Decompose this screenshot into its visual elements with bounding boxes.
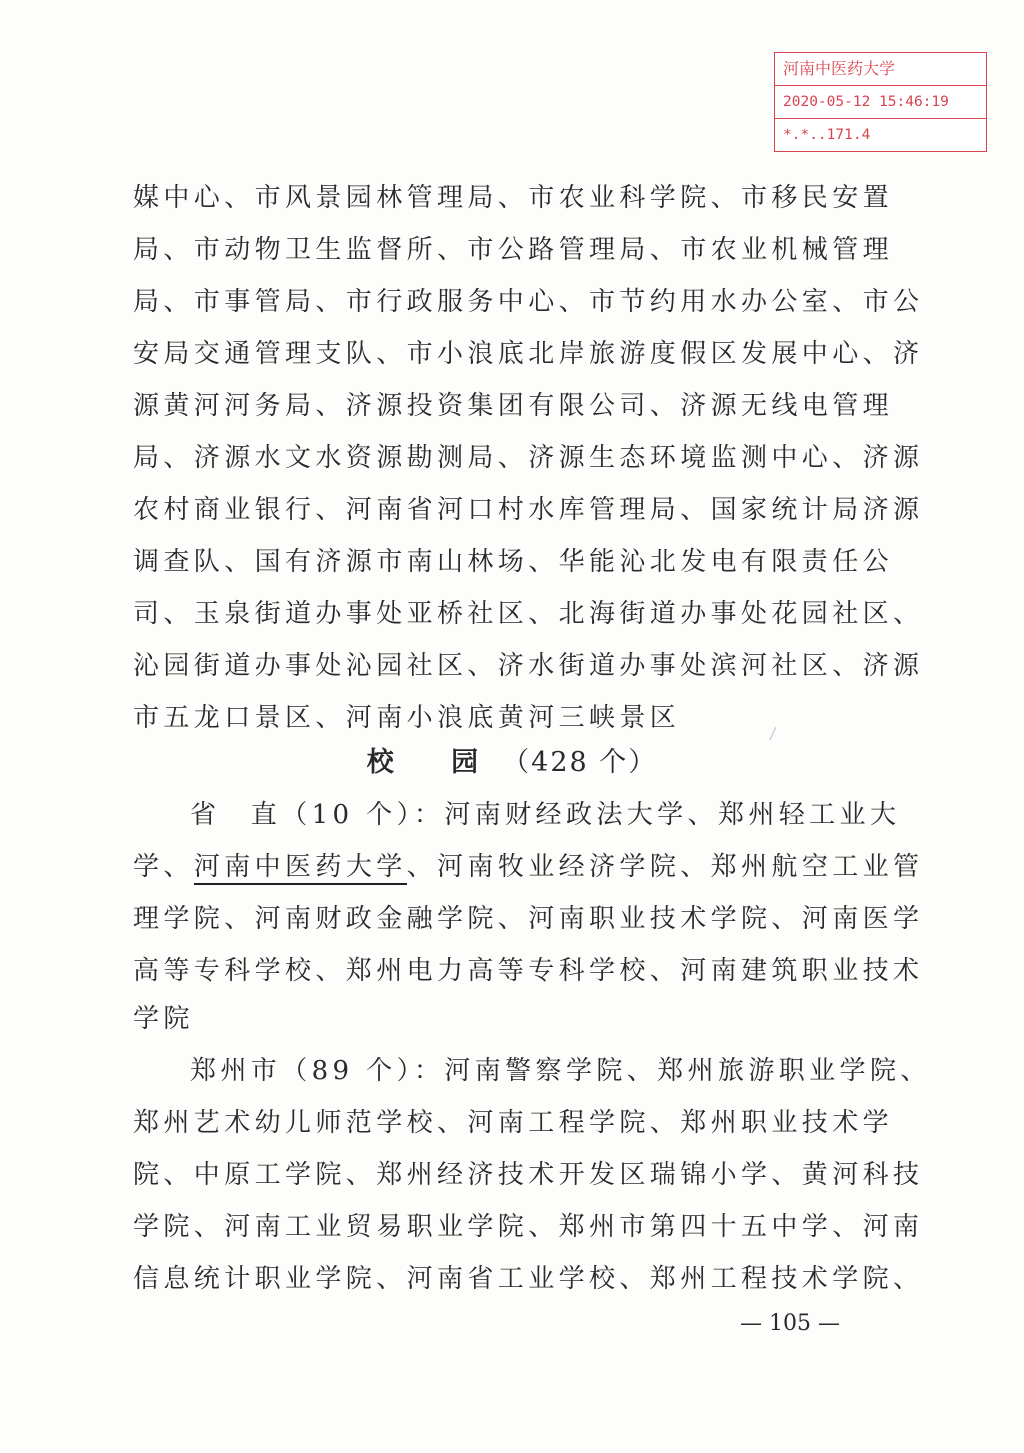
- zhengzhou-line: 院、中原工学院、郑州经济技术开发区瑞锦小学、黄河科技: [133, 1160, 924, 1190]
- zhengzhou-line: 郑州市（89 个）：河南警察学院、郑州旅游职业学院、: [190, 1056, 931, 1086]
- body-line: 媒中心、市风景园林管理局、市农业科学院、市移民安置: [133, 183, 894, 213]
- body-line: 沁园街道办事处沁园社区、济水街道办事处滨河社区、济源: [133, 651, 924, 681]
- body-line: 局、市事管局、市行政服务中心、市节约用水办公室、市公: [133, 287, 924, 317]
- pencil-mark: [769, 727, 781, 743]
- body-line: 源黄河河务局、济源投资集团有限公司、济源无线电管理: [133, 391, 894, 421]
- body-line: 局、济源水文水资源勘测局、济源生态环境监测中心、济源: [133, 443, 924, 473]
- body-line: 局、市动物卫生监督所、市公路管理局、市农业机械管理: [133, 235, 894, 265]
- body-line: 调查队、国有济源市南山林场、华能沁北发电有限责任公: [133, 547, 894, 577]
- receipt-stamp: [774, 52, 987, 152]
- provincial-line: 学、河南中医药大学、河南牧业经济学院、郑州航空工业管: [133, 850, 923, 884]
- provincial-line: 学院: [133, 1004, 194, 1034]
- zhengzhou-line: 郑州艺术幼儿师范学校、河南工程学院、郑州职业技术学: [133, 1108, 894, 1138]
- body-line: 司、玉泉街道办事处亚桥社区、北海街道办事处花园社区、: [133, 599, 924, 629]
- section-title: 校 园: [366, 747, 503, 778]
- provincial-line: 省 直（10 个）：河南财经政法大学、郑州轻工业大: [190, 800, 901, 830]
- section-count: （428 个）: [502, 747, 658, 778]
- zhengzhou-line: 学院、河南工业贸易职业学院、郑州市第四十五中学、河南: [133, 1212, 924, 1242]
- zhengzhou-line: 信息统计职业学院、河南省工业学校、郑州工程技术学院、: [133, 1264, 924, 1294]
- section-heading: [0, 746, 1024, 780]
- body-line: 农村商业银行、河南省河口村水库管理局、国家统计局济源: [133, 495, 924, 525]
- stamp-timestamp: 2020-05-12 15:46:19: [775, 86, 986, 119]
- body-line: 安局交通管理支队、市小浪底北岸旅游度假区发展中心、济: [133, 339, 924, 369]
- document-page: 河南中医药大学 2020-05-12 15:46:19 *.*..171.4 媒中心、市风景园林管理局、市农业科学院、市移民安置 局、市动物卫生监督所、市公路管理局、市农业机械管理 局、市事管局、市行政服务中心、市节约用水办公室、市公 安局交通管理支队、市小浪底北岸旅游度假区发展中心、济 源黄河河务局、济源投资集团有限公司、济源无线电管理 局、济源水文水资源勘测局、济源生态环境监测中心、济源 农村商业银行、河南省河口村水库管理局、国家统计局济源 调查队、国有济源市南山林场、华能沁北发电有限责任公 司、玉泉街道办事处亚桥社区、北海街道办事处花园社区、 沁园街道办事处沁园社区、济水街道办事处滨河社区、济源 市五龙口景区、河南小浪底黄河三峡景区 校 园（428 个） 省 直（10 个）：河南财经政法大学、郑州轻工业大 学、河南中医药大学、河南牧业经济学院、郑州航空工业管 理学院、河南财政金融学院、河南职业技术学院、河南医学 高等专科学校、郑州电力高等专科学校、河南建筑职业技术 学院 郑州市（89 个）：河南警察学院、郑州旅游职业学院、 郑州艺术幼儿师范学校、河南工程学院、郑州职业技术学 院、中原工学院、郑州经济技术开发区瑞锦小学、黄河科技 学院、河南工业贸易职业学院、郑州市第四十五中学、河南 信息统计职业学院、河南省工业学校、郑州工程技术学院、 — 105 —: [0, 0, 1024, 1453]
- provincial-line: 高等专科学校、郑州电力高等专科学校、河南建筑职业技术: [133, 956, 924, 986]
- stamp-organization: 河南中医药大学: [775, 53, 986, 86]
- stamp-ip: *.*..171.4: [783, 127, 871, 143]
- body-line: 市五龙口景区、河南小浪底黄河三峡景区: [133, 703, 681, 733]
- provincial-line: 理学院、河南财政金融学院、河南职业技术学院、河南医学: [133, 904, 924, 934]
- highlighted-university: 河南中医药大学: [194, 852, 407, 885]
